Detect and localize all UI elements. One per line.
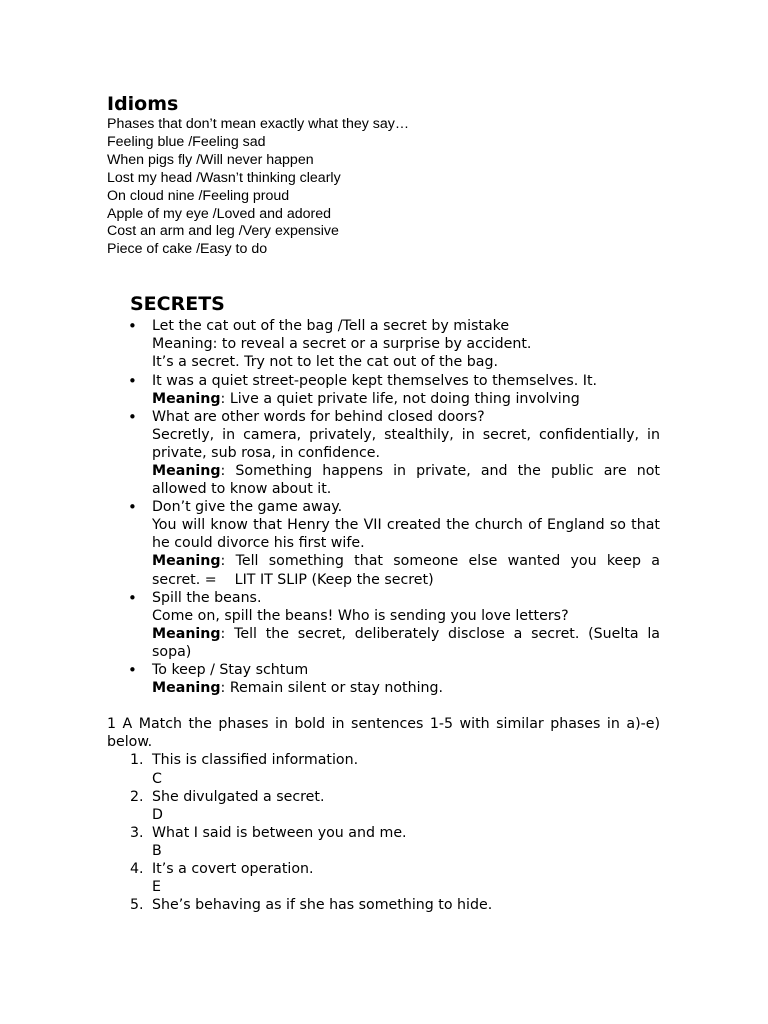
document-page <box>107 92 665 914</box>
list-item <box>130 824 660 860</box>
meaning-line <box>152 390 660 408</box>
meaning-label: Meaning <box>152 390 221 407</box>
meaning-label: Meaning <box>152 625 221 642</box>
secrets-section <box>107 292 665 697</box>
list-item <box>130 788 660 824</box>
item-number: 1. <box>130 752 144 769</box>
item-text: Spill the beans. <box>152 589 262 606</box>
meaning-line <box>152 679 660 697</box>
secrets-title: SECRETS <box>130 293 225 316</box>
list-item <box>128 498 665 588</box>
item-text: It was a quiet street-people kept themselves to themselves. It. <box>152 372 598 389</box>
exercise-list <box>107 751 660 914</box>
meaning-text: : Tell the secret, deliberately disclose a secret. (Suelta la sopa) <box>152 625 660 660</box>
item-number: 4. <box>130 860 144 877</box>
bullet-icon: • <box>128 661 137 680</box>
idiom-line: Piece of cake /Easy to do <box>107 241 268 258</box>
exercise-instruction: 1 A Match the phases in bold in sentences 1-5 with similar phases in a)-e) below. <box>107 716 660 751</box>
meaning-line <box>152 552 665 588</box>
item-text: Come on, spill the beans! Who is sending you love letters? <box>152 607 569 624</box>
item-text: It’s a secret. Try not to let the cat out of the bag. <box>152 354 498 371</box>
item-answer: D <box>152 806 163 823</box>
list-item <box>130 589 660 661</box>
item-number: 3. <box>130 824 144 841</box>
bullet-icon: • <box>128 407 137 426</box>
exercise-section <box>107 715 660 914</box>
list-item <box>130 751 660 787</box>
item-answer: C <box>152 770 162 787</box>
item-answer: B <box>152 842 162 859</box>
list-item <box>130 408 660 498</box>
idiom-line: Lost my head /Wasn’t thinking clearly <box>107 169 341 186</box>
idiom-line: Feeling blue /Feeling sad <box>107 133 266 150</box>
bullet-icon: • <box>128 317 137 336</box>
idiom-line: Apple of my eye /Loved and adored <box>107 205 332 222</box>
meaning-text: : Live a quiet private life, not doing thing involving <box>220 390 580 407</box>
meaning-label: Meaning <box>152 553 221 570</box>
item-text: To keep / Stay schtum <box>152 662 309 679</box>
item-text: She divulgated a secret. <box>152 788 325 805</box>
meaning-label: Meaning <box>152 680 221 697</box>
item-text: What are other words for behind closed doors? <box>152 408 485 425</box>
item-answer: E <box>152 879 161 896</box>
meaning-text: : Something happens in private, and the public are not allowed to know about it. <box>152 463 660 498</box>
meaning-line <box>152 462 660 498</box>
item-text: She’s behaving as if she has something to hide. <box>152 897 493 914</box>
item-text: What I said is between you and me. <box>152 824 407 841</box>
item-text: Meaning: to reveal a secret or a surprise by accident. <box>152 336 532 353</box>
meaning-text: : Tell something that someone else wanted you keep a secret. = LIT IT SLIP (Keep the secret) <box>152 553 665 588</box>
bullet-icon: • <box>128 588 137 607</box>
idioms-intro: Phases that don’t mean exactly what they say… <box>107 116 410 132</box>
idiom-line: When pigs fly /Will never happen <box>107 151 314 168</box>
list-item <box>130 317 660 371</box>
idiom-line: Cost an arm and leg /Very expensive <box>107 223 339 240</box>
item-text: This is classified information. <box>152 752 359 769</box>
item-number: 5. <box>130 897 144 914</box>
secrets-list <box>128 317 665 697</box>
item-text: You will know that Henry the VII created the church of England so that he could divorce his first wife. <box>152 517 660 552</box>
item-text: Don’t give the game away. <box>152 499 343 516</box>
list-item <box>130 860 660 896</box>
bullet-icon: • <box>128 371 137 390</box>
item-text: Secretly, in camera, privately, stealthily, in secret, confidentially, in private, sub rosa, in confidence. <box>152 426 660 461</box>
idiom-line: On cloud nine /Feeling proud <box>107 187 290 204</box>
meaning-text: : Remain silent or stay nothing. <box>220 680 444 697</box>
bullet-icon: • <box>128 498 137 517</box>
item-text: Let the cat out of the bag /Tell a secret by mistake <box>152 318 510 335</box>
item-text: It’s a covert operation. <box>152 860 314 877</box>
list-item <box>130 372 660 408</box>
item-number: 2. <box>130 788 144 805</box>
idioms-section <box>107 92 660 259</box>
list-item <box>130 661 660 697</box>
meaning-line <box>152 625 660 661</box>
list-item <box>130 896 660 914</box>
meaning-label: Meaning <box>152 463 221 479</box>
idioms-title: Idioms <box>107 93 179 115</box>
